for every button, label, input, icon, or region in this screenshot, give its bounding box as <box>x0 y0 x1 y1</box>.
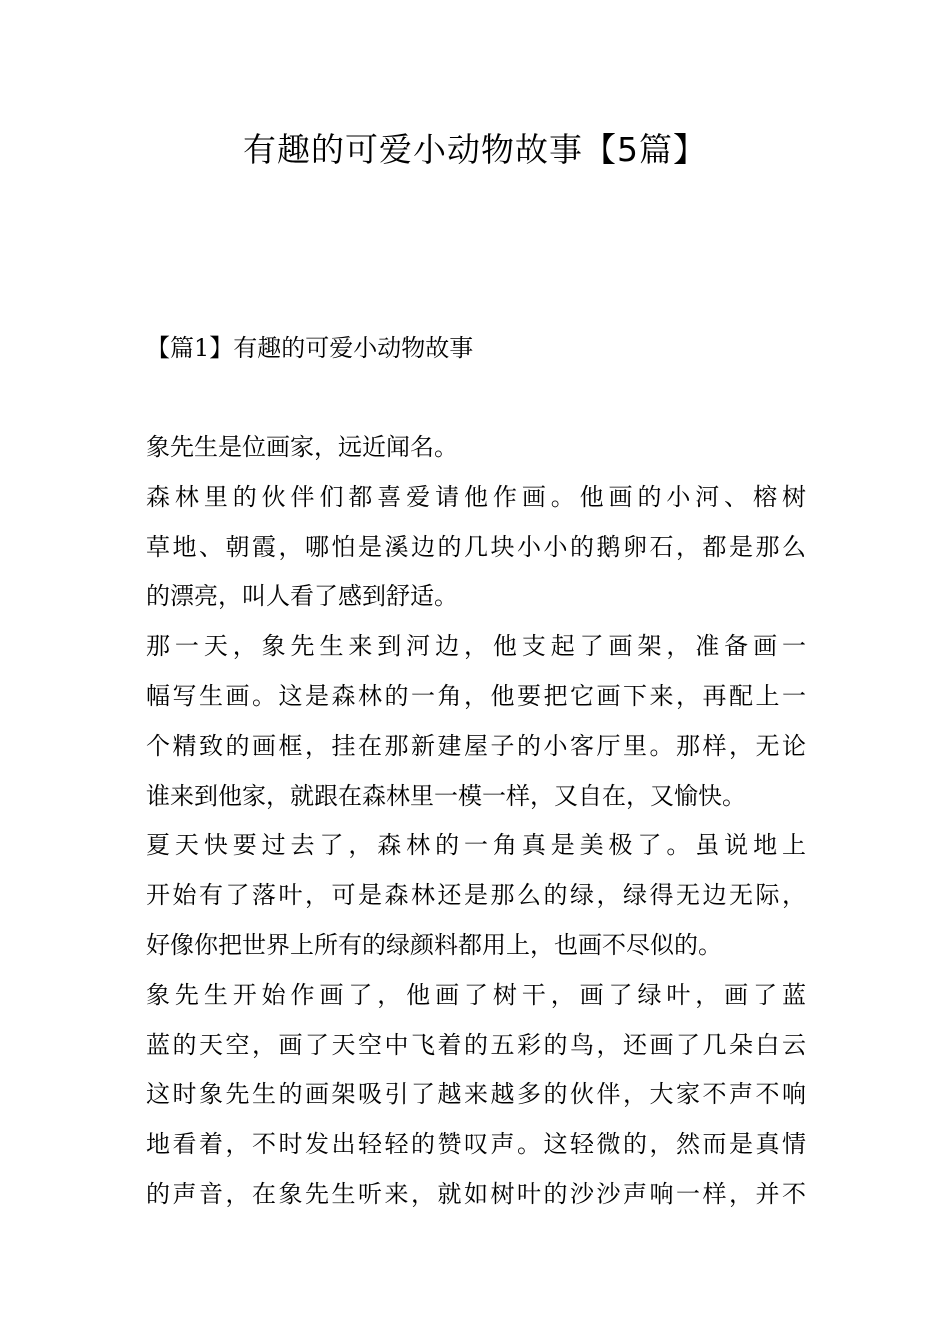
text-line: 象先生是位画家，远近闻名。 <box>146 433 458 461</box>
text-line: 的声音，在象先生听来，就如树叶的沙沙声响一样，并不 <box>146 1179 806 1208</box>
paragraph <box>146 626 806 825</box>
text-line: 草地、朝霞，哪怕是溪边的几块小小的鹅卵石，都是那么 <box>146 532 806 561</box>
text-line: 幅写生画。这是森林的一角，他要把它画下来，再配上一 <box>146 681 806 710</box>
paragraph <box>146 825 806 974</box>
text-line: 这时象先生的画架吸引了越来越多的伙伴，大家不声不响 <box>146 1080 806 1109</box>
text-line: 那一天，象先生来到河边，他支起了画架，准备画一 <box>146 632 806 661</box>
paragraph <box>146 975 806 1224</box>
body-text <box>146 427 806 1224</box>
text-line: 开始有了落叶，可是森林还是那么的绿，绿得无边无际， <box>146 881 806 910</box>
paragraph <box>146 477 806 626</box>
text-line: 夏天快要过去了，森林的一角真是美极了。虽说地上 <box>146 831 806 860</box>
text-line: 蓝的天空，画了天空中飞着的五彩的鸟，还画了几朵白云 <box>146 1030 806 1059</box>
text-line: 好像你把世界上所有的绿颜料都用上，也画不尽似的。 <box>146 930 722 959</box>
text-line: 谁来到他家，就跟在森林里一模一样，又自在，又愉快。 <box>146 781 746 810</box>
section-heading: 【篇1】有趣的可爱小动物故事 <box>146 334 474 362</box>
text-line: 象先生开始作画了，他画了树干，画了绿叶，画了蓝 <box>146 980 806 1009</box>
text-line: 个精致的画框，挂在那新建屋子的小客厅里。那样，无论 <box>146 731 806 760</box>
text-line: 的漂亮，叫人看了感到舒适。 <box>146 582 458 611</box>
paragraph <box>146 427 806 477</box>
text-line: 森林里的伙伴们都喜爱请他作画。他画的小河、榕树 <box>146 482 806 511</box>
text-line: 地看着，不时发出轻轻的赞叹声。这轻微的，然而是真情 <box>146 1130 806 1159</box>
document-title: 有趣的可爱小动物故事【5篇】 <box>243 130 707 169</box>
